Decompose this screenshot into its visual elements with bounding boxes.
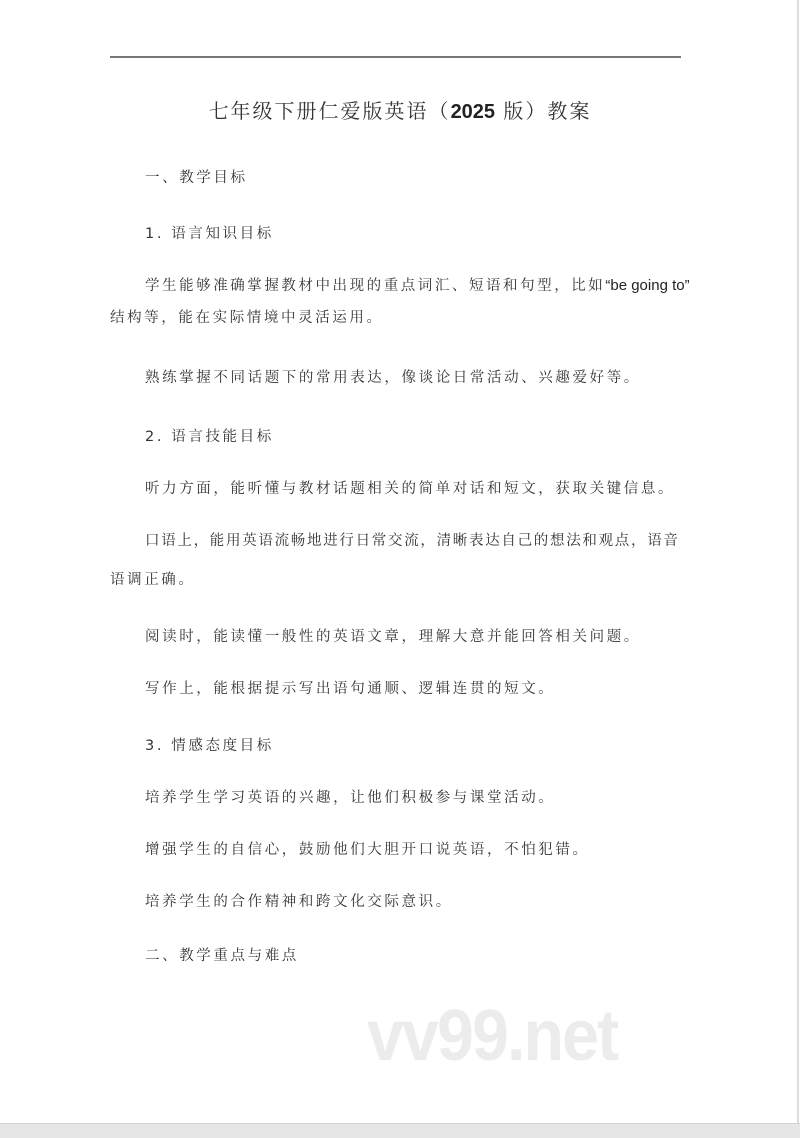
section-heading: 二、教学重点与难点 xyxy=(145,948,299,964)
title-text-end: 版）教案 xyxy=(495,99,592,123)
subsection-heading: 1. 语言知识目标 xyxy=(145,226,274,242)
paragraph: 增强学生的自信心，鼓励他们大胆开口说英语，不怕犯错。 xyxy=(145,842,590,858)
paragraph-english: “be going to” xyxy=(605,277,690,294)
paragraph: 阅读时，能读懂一般性的英语文章，理解大意并能回答相关问题。 xyxy=(145,629,641,645)
paragraph: 培养学生的合作精神和跨文化交际意识。 xyxy=(145,894,453,910)
paragraph: 口语上，能用英语流畅地进行日常交流，清晰表达自己的想法和观点，语音 xyxy=(145,533,680,549)
header-rule xyxy=(110,56,681,58)
paragraph xyxy=(145,276,690,296)
watermark: vv99.net xyxy=(367,996,618,1076)
paragraph-cont: 结构等，能在实际情境中灵活运用。 xyxy=(110,310,384,326)
page-gap xyxy=(0,1123,800,1138)
subsection-heading: 2. 语言技能目标 xyxy=(145,429,274,445)
title-text: 七年级下册仁爱版英语（ xyxy=(208,99,451,123)
paragraph: 熟练掌握不同话题下的常用表达，像谈论日常活动、兴趣爱好等。 xyxy=(145,370,641,386)
title-year: 2025 xyxy=(450,101,496,123)
section-heading: 一、教学目标 xyxy=(145,170,248,186)
paragraph: 写作上，能根据提示写出语句通顺、逻辑连贯的短文。 xyxy=(145,681,556,697)
paragraph-cont: 语调正确。 xyxy=(110,572,196,588)
paragraph: 听力方面，能听懂与教材话题相关的简单对话和短文，获取关键信息。 xyxy=(145,481,676,497)
paragraph-text: 学生能够准确掌握教材中出现的重点词汇、短语和句型，比如 xyxy=(145,278,606,294)
page-title xyxy=(0,95,800,124)
paragraph: 培养学生学习英语的兴趣，让他们积极参与课堂活动。 xyxy=(145,790,556,806)
subsection-heading: 3. 情感态度目标 xyxy=(145,738,274,754)
